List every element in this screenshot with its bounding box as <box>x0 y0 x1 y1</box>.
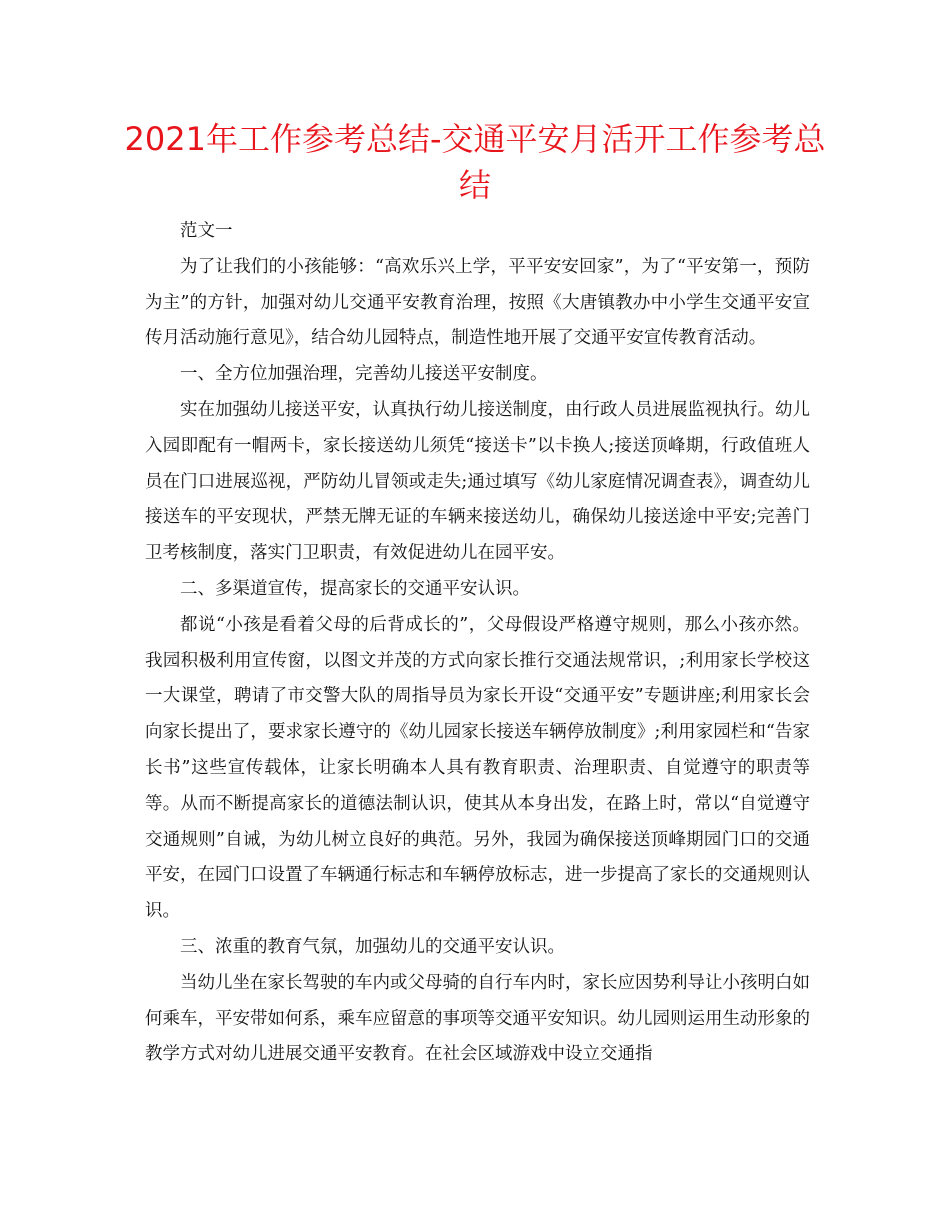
section-heading: 三、浓重的教育气氛，加强幼儿的交通平安认识。 <box>180 936 565 957</box>
paragraph: 为了让我们的小孩能够：“高欢乐兴上学，平平安安回家”，为了“平安第一，预防为主”的方针，加强对幼儿交通平安教育治理，按照《大唐镇教办中小学生交通平安宣传月活动施行意见》，结合幼儿园特点，制造性地开展了交通平安宣传教育活动。 <box>145 256 810 349</box>
section-heading: 二、多渠道宣传，提高家长的交通平安认识。 <box>180 578 530 599</box>
paragraph: 实在加强幼儿接送平安，认真执行幼儿接送制度，由行政人员进展监视执行。幼儿入园即配有一帽两卡，家长接送幼儿须凭“接送卡”以卡换人;接送顶峰期，行政值班人员在门口进展巡视，严防幼儿冒领或走失;通过填写《幼儿家庭情况调查表》，调查幼儿接送车的平安现状，严禁无牌无证的车辆来接送幼儿，确保幼儿接送途中平安;完善门卫考核制度，落实门卫职责，有效促进幼儿在园平安。 <box>145 399 810 564</box>
document-body <box>145 214 810 1073</box>
document-title: 2021年工作参考总结-交通平安月活开工作参考总结 <box>124 120 826 204</box>
paragraph: 当幼儿坐在家长驾驶的车内或父母骑的自行车内时，家长应因势利导让小孩明白如何乘车，平安带如何系，乘车应留意的事项等交通平安知识。幼儿园则运用生动形象的教学方式对幼儿进展交通平安教育。在社会区域游戏中设立交通指 <box>145 972 810 1065</box>
paragraph: 范文一 <box>180 221 233 241</box>
paragraph: 都说“小孩是看着父母的后背成长的”，父母假设严格遵守规则，那么小孩亦然。我园积极利用宣传窗，以图文并茂的方式向家长推行交通法规常识，;利用家长学校这一大课堂，聘请了市交警大队的周指导员为家长开设“交通平安”专题讲座;利用家长会向家长提出了，要求家长遵守的《幼儿园家长接送车辆停放制度》;利用家园栏和“告家长书”这些宣传载体，让家长明确本人具有教育职责、治理职责、自觉遵守的职责等等。从而不断提高家长的道德法制认识，使其从本身出发，在路上时，常以“自觉遵守交通规则”自诫，为幼儿树立良好的典范。另外，我园为确保接送顶峰期园门口的交通平安，在园门口设置了车辆通行标志和车辆停放标志，进一步提高了家长的交通规则认识。 <box>145 614 810 922</box>
section-heading: 一、全方位加强治理，完善幼儿接送平安制度。 <box>180 364 548 385</box>
